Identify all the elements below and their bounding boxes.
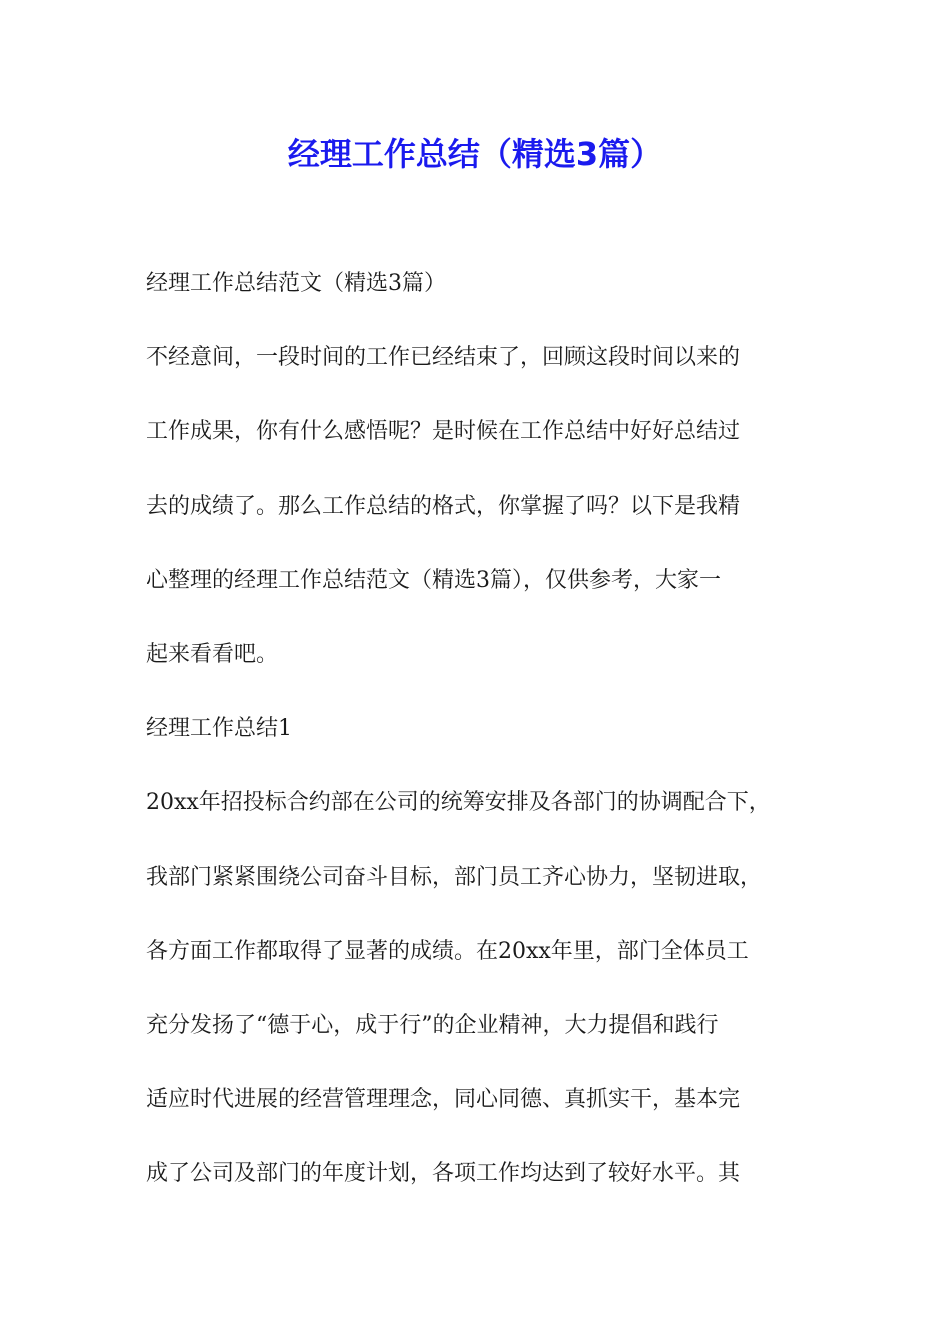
document-title: 经理工作总结（精选3篇） xyxy=(287,135,663,173)
paragraph-line: 成了公司及部门的年度计划，各项工作均达到了较好水平。其 xyxy=(146,1161,741,1187)
paragraph-line: 20xx年招投标合约部在公司的统筹安排及各部门的协调配合下， xyxy=(146,790,771,816)
paragraph-line: 各方面工作都取得了显著的成绩。在20xx年里，部门全体员工 xyxy=(146,938,749,964)
paragraph-line: 不经意间，一段时间的工作已经结束了，回顾这段时间以来的 xyxy=(146,345,741,371)
paragraph-line: 工作成果，你有什么感悟呢？是时候在工作总结中好好总结过 xyxy=(146,419,741,445)
paragraph-line: 我部门紧紧围绕公司奋斗目标，部门员工齐心协力，坚韧进取， xyxy=(146,864,763,890)
paragraph-line: 充分发扬了“德于心，成于行”的企业精神，大力提倡和践行 xyxy=(146,1012,719,1038)
section-heading: 经理工作总结1 xyxy=(146,716,292,742)
paragraph-line: 去的成绩了。那么工作总结的格式，你掌握了吗？以下是我精 xyxy=(146,493,741,519)
paragraph-line: 起来看看吧。 xyxy=(146,641,279,667)
paragraph-line: 心整理的经理工作总结范文（精选3篇），仅供参考，大家一 xyxy=(146,567,721,593)
paragraph-line: 适应时代进展的经营管理理念，同心同德、真抓实干，基本完 xyxy=(146,1087,741,1113)
document-body xyxy=(146,266,816,1192)
subtitle-line: 经理工作总结范文（精选3篇） xyxy=(146,271,446,296)
